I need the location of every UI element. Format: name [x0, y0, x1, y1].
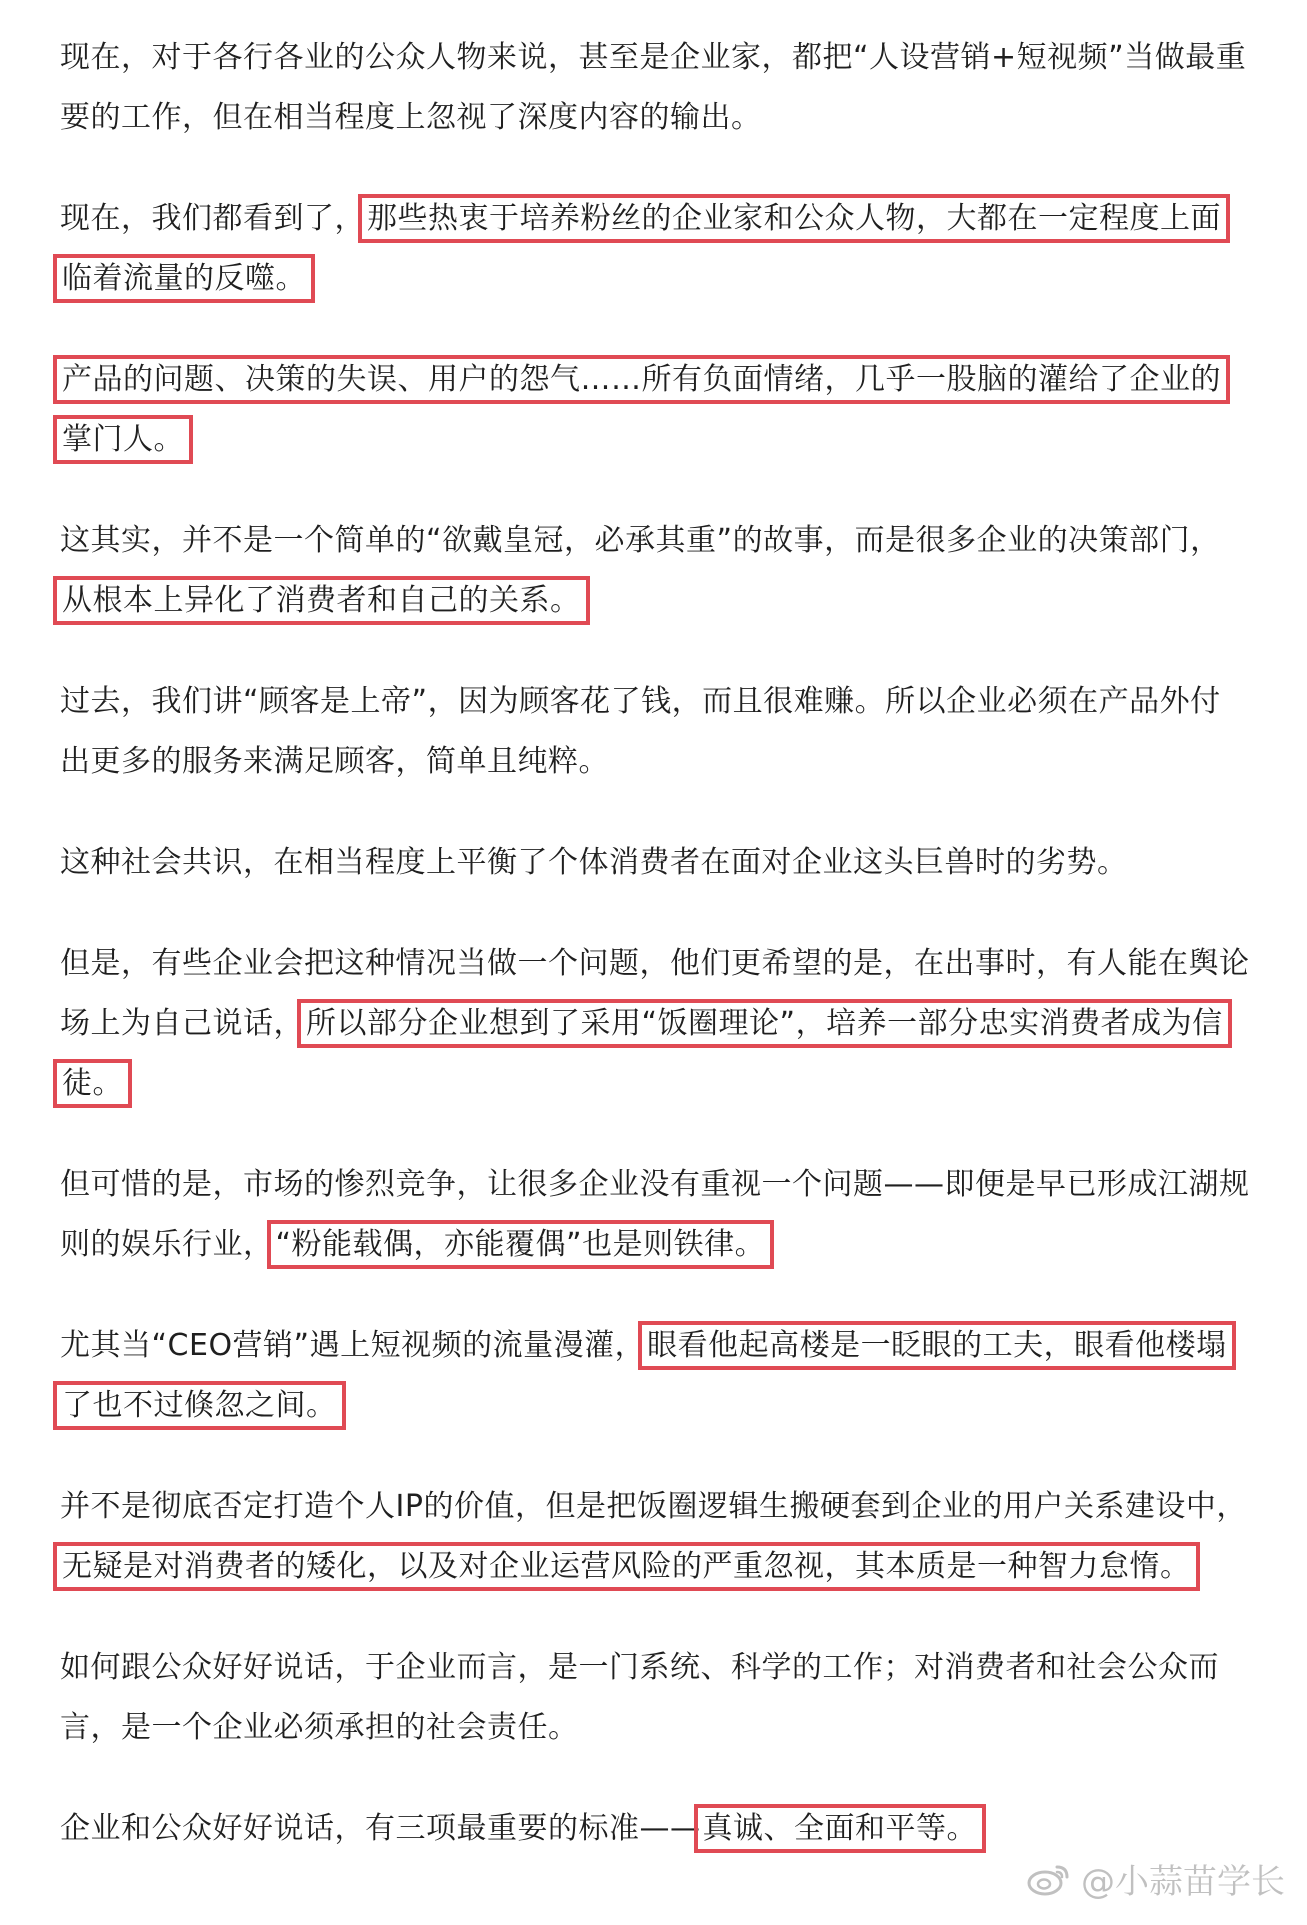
paragraph: [60, 350, 1250, 470]
paragraph: [60, 1799, 1250, 1859]
paragraph: [60, 934, 1250, 1114]
highlighted-text: 从根本上异化了消费者和自己的关系。: [62, 583, 581, 618]
paragraph: [60, 511, 1250, 631]
paragraph: [60, 189, 1250, 309]
watermark: [1027, 1854, 1285, 1903]
body-text: 并不是彻底否定打造个人IP的价值，但是把饭圈逻辑生搬硬套到企业的用户关系建设中，: [60, 1489, 1247, 1524]
body-text: 尤其当“CEO营销”遇上短视频的流量漫灌，: [60, 1328, 646, 1363]
highlighted-text: 那些热衷于培养粉丝的企业家和公众人物，大都在一定程度上面临着流量的反噬。: [62, 201, 1221, 296]
highlighted-text: 眼看他起高楼是一眨眼的工夫，眼看他楼塌了也不过倏忽之间。: [62, 1328, 1227, 1423]
body-text: 现在，我们都看到了，: [60, 201, 365, 236]
paragraph: [60, 672, 1250, 792]
body-text: 如何跟公众好好说话，于企业而言，是一门系统、科学的工作；对消费者和社会公众而言，是一个企业必须承担的社会责任。: [60, 1650, 1219, 1745]
body-text: 企业和公众好好说话，有三项最重要的标准——: [60, 1811, 701, 1846]
body-text: 但是，有些企业会把这种情况当做一个问题，他们更希望的是，在出事时，有人能在舆论场上为自己说话，: [60, 946, 1250, 1041]
body-text: 现在，对于各行各业的公众人物来说，甚至是企业家，都把“人设营销+短视频”当做最重要的工作，但在相当程度上忽视了深度内容的输出。: [60, 40, 1247, 135]
body-text: 这其实，并不是一个简单的“欲戴皇冠，必承其重”的故事，而是很多企业的决策部门，: [60, 523, 1221, 558]
paragraph: [60, 28, 1250, 148]
body-text: 过去，我们讲“顾客是上帝”，因为顾客花了钱，而且很难赚。所以企业必须在产品外付出更多的服务来满足顾客，简单且纯粹。: [60, 684, 1221, 779]
highlighted-text: 无疑是对消费者的矮化，以及对企业运营风险的严重忽视，其本质是一种智力怠惰。: [62, 1549, 1191, 1584]
body-text: 但可惜的是，市场的惨烈竞争，让很多企业没有重视一个问题——即便是早已形成江湖规则的娱乐行业，: [60, 1167, 1250, 1262]
highlighted-text: 真诚、全面和平等。: [702, 1811, 977, 1846]
paragraph: [60, 1316, 1250, 1436]
paragraph: [60, 833, 1250, 893]
watermark-text: @小蒜苗学长: [1081, 1862, 1285, 1902]
paragraph: [60, 1477, 1250, 1597]
paragraph: [60, 1638, 1250, 1758]
highlighted-text: “粉能载偶，亦能覆偶”也是则铁律。: [275, 1227, 766, 1262]
paragraph: [60, 1155, 1250, 1275]
highlighted-text: 所以部分企业想到了采用“饭圈理论”，培养一部分忠实消费者成为信徒。: [62, 1006, 1223, 1101]
weibo-logo-icon: [1027, 1861, 1071, 1897]
body-text: 这种社会共识，在相当程度上平衡了个体消费者在面对企业这头巨兽时的劣势。: [60, 845, 1128, 880]
highlighted-text: 产品的问题、决策的失误、用户的怨气……所有负面情绪，几乎一股脑的灌给了企业的掌门人。: [62, 362, 1221, 457]
article-body: [60, 28, 1250, 1900]
